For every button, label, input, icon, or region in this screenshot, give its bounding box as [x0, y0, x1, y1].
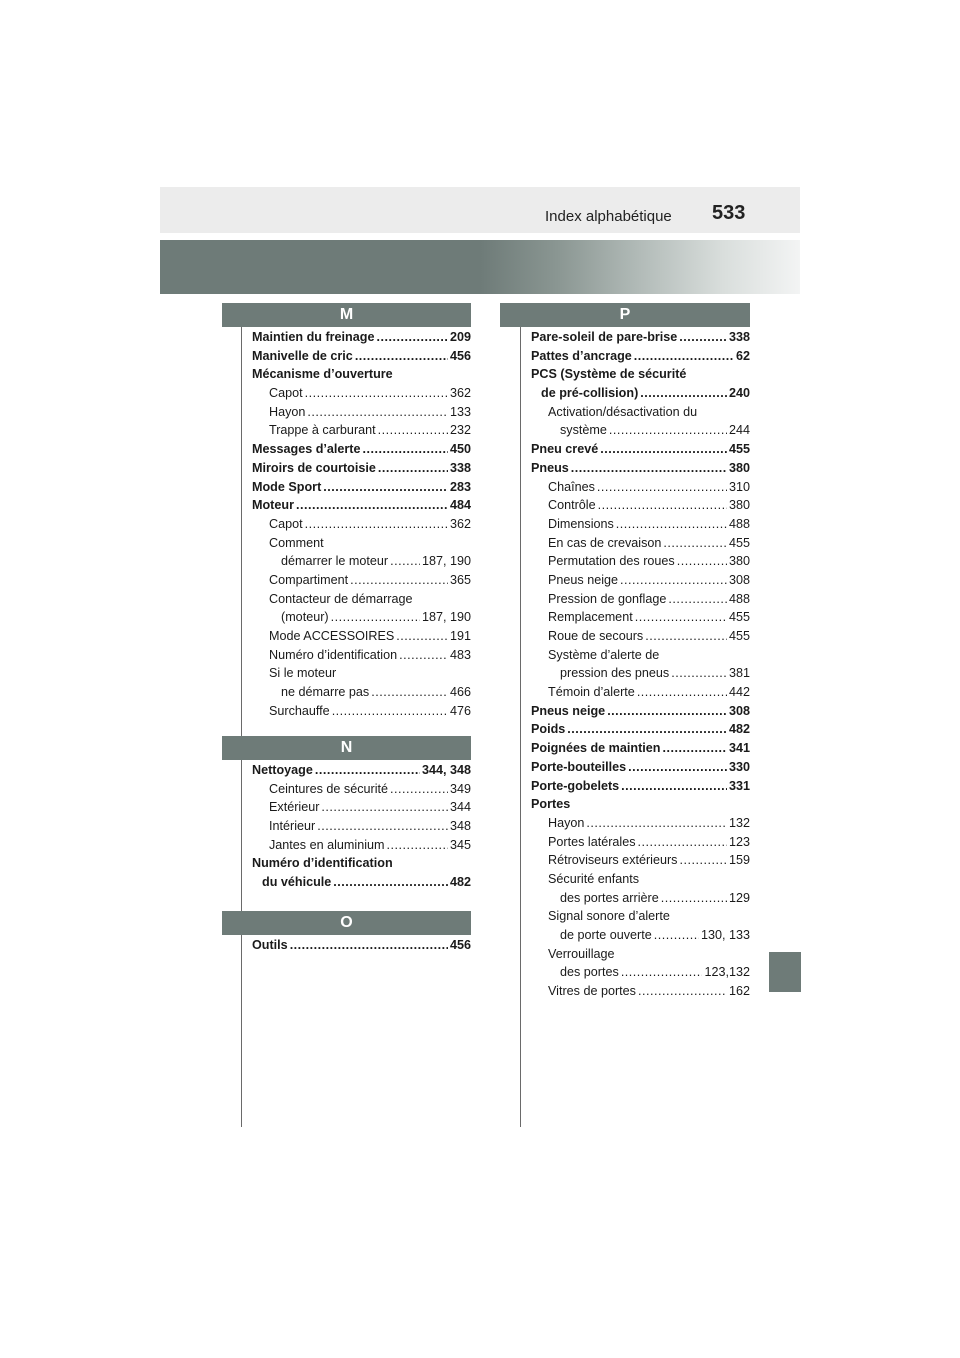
index-entry: [531, 646, 750, 665]
dot-leader: [355, 347, 448, 366]
dot-leader: [634, 347, 734, 366]
entry-page-ref[interactable]: 442: [728, 685, 750, 700]
index-entry: [531, 758, 750, 777]
index-entry: [531, 945, 750, 964]
index-entry: [531, 496, 750, 515]
entry-page-ref[interactable]: 349: [449, 781, 471, 796]
index-entry: [531, 608, 750, 627]
dot-leader: [305, 515, 448, 534]
dot-leader: [305, 384, 448, 403]
chapter-banner: [160, 240, 800, 294]
index-entry: [531, 384, 750, 403]
index-entry: [252, 534, 471, 553]
entry-text: Surchauffe: [269, 703, 330, 718]
entry-page-ref[interactable]: 482: [728, 722, 750, 737]
index-entry: [531, 552, 750, 571]
entry-text: ne démarre pas: [281, 685, 370, 700]
entry-page-ref[interactable]: 330: [728, 759, 750, 774]
entry-text: Pneus: [531, 460, 569, 475]
index-entry: [531, 590, 750, 609]
entry-text: Pneu crevé: [531, 442, 599, 457]
entry-text: Portes: [531, 797, 571, 812]
entry-page-ref[interactable]: 191: [449, 629, 471, 643]
entry-text: Activation/désactivation du: [548, 404, 698, 419]
dot-leader: [661, 889, 727, 908]
entry-page-ref[interactable]: 308: [728, 572, 750, 587]
index-entry: [252, 552, 471, 571]
entry-page-ref[interactable]: 456: [449, 938, 471, 952]
entry-text: Verrouillage: [548, 946, 615, 961]
entry-text: Permutation des roues: [548, 554, 675, 569]
entry-text: pression des pneus: [560, 666, 670, 681]
entry-page-ref[interactable]: 482: [449, 875, 471, 890]
dot-leader: [621, 963, 703, 982]
index-entry: [531, 702, 750, 721]
dot-leader: [390, 552, 420, 571]
entry-text: Vitres de portes: [548, 984, 636, 999]
entry-page-ref[interactable]: 240: [728, 386, 750, 401]
dot-leader: [387, 836, 448, 855]
index-entry: [252, 347, 471, 366]
entry-text: des portes arrière: [560, 890, 659, 905]
index-entry: [252, 440, 471, 459]
entry-text: Contacteur de démarrage: [269, 591, 413, 606]
entry-text: Moteur: [252, 498, 294, 513]
entry-page-ref[interactable]: 123: [728, 834, 750, 849]
dot-leader: [350, 571, 448, 590]
entry-page-ref[interactable]: 450: [449, 442, 471, 457]
entry-page-ref[interactable]: 187, 190: [421, 554, 471, 569]
dot-leader: [586, 814, 727, 833]
entry-page-ref[interactable]: 130, 133: [700, 928, 750, 942]
index-entry: [531, 795, 750, 814]
entry-page-ref[interactable]: 132: [728, 815, 750, 830]
index-entry: [531, 926, 750, 945]
entry-text: Pneus neige: [548, 572, 619, 587]
entry-page-ref[interactable]: 488: [728, 591, 750, 606]
dot-leader: [621, 777, 727, 796]
index-entry: [252, 627, 471, 646]
dot-leader: [679, 328, 727, 347]
entry-text: Hayon: [269, 404, 306, 419]
entry-text: Outils: [252, 938, 288, 952]
entry-text: système: [560, 423, 607, 438]
section-header-n: N: [222, 736, 471, 760]
entry-page-ref[interactable]: 129: [728, 890, 750, 905]
index-entry: [252, 664, 471, 683]
left-column-rule: [241, 305, 242, 1127]
entry-page-ref[interactable]: 466: [449, 685, 471, 700]
index-entry: [252, 571, 471, 590]
entry-page-ref[interactable]: 209: [449, 330, 471, 344]
entry-page-ref[interactable]: 341: [728, 741, 750, 756]
entry-text: Pression de gonflage: [548, 591, 667, 606]
index-entry: [531, 889, 750, 908]
index-entry: [252, 496, 471, 515]
index-entry: [252, 836, 471, 855]
dot-leader: [321, 798, 448, 817]
entry-text: Pneus neige: [531, 703, 606, 718]
entry-page-ref[interactable]: 476: [449, 703, 471, 718]
entry-text: Compartiment: [269, 572, 349, 587]
entry-text: Trappe à carburant: [269, 423, 376, 438]
dot-leader: [296, 496, 448, 515]
section-header-o: O: [222, 911, 471, 935]
entry-text: Porte-bouteilles: [531, 759, 627, 774]
dot-leader: [396, 627, 448, 646]
entry-page-ref[interactable]: 123,132: [704, 965, 750, 980]
index-entry: [531, 963, 750, 982]
index-entry: [252, 403, 471, 422]
entry-page-ref[interactable]: 133: [449, 404, 471, 419]
entry-text: Mode Sport: [252, 479, 322, 494]
entry-text: Poignées de maintien: [531, 741, 661, 756]
dot-leader: [331, 608, 420, 627]
entry-text: Messages d’alerte: [252, 442, 361, 457]
entry-text: Extérieur: [269, 800, 320, 815]
index-entry: [252, 646, 471, 665]
index-entry: [252, 873, 471, 892]
entry-page-ref[interactable]: 483: [449, 647, 471, 662]
index-entry: [531, 870, 750, 889]
index-entry: [252, 608, 471, 627]
dot-leader: [609, 421, 727, 440]
entry-page-ref[interactable]: 187, 190: [421, 610, 471, 625]
entry-text: Poids: [531, 722, 566, 737]
dot-leader: [662, 739, 727, 758]
entry-page-ref[interactable]: 488: [728, 516, 750, 531]
index-entry: [252, 854, 471, 873]
dot-leader: [616, 515, 727, 534]
entry-text: Comment: [269, 535, 324, 550]
entry-text: de porte ouverte: [560, 928, 652, 942]
index-entry: [531, 683, 750, 702]
entry-page-ref[interactable]: 455: [728, 629, 750, 643]
dot-leader: [390, 780, 448, 799]
index-entry: [252, 817, 471, 836]
index-entry: [531, 814, 750, 833]
section-header-m: M: [222, 303, 471, 327]
entry-text: Mode ACCESSOIRES: [269, 629, 395, 643]
index-entry: [531, 328, 750, 347]
entry-page-ref[interactable]: 331: [728, 778, 750, 793]
dot-leader: [600, 440, 727, 459]
entry-text: Intérieur: [269, 819, 316, 834]
index-entry: [252, 515, 471, 534]
dot-leader: [332, 702, 448, 721]
index-entry: [531, 571, 750, 590]
entry-text: Jantes en aluminium: [269, 837, 385, 852]
chapter-side-tab: [769, 952, 801, 992]
entry-page-ref[interactable]: 345: [449, 837, 471, 852]
entry-page-ref[interactable]: 232: [449, 423, 471, 438]
entry-page-ref[interactable]: 362: [449, 386, 471, 401]
dot-leader: [679, 851, 727, 870]
dot-leader: [620, 571, 727, 590]
entry-page-ref[interactable]: 62: [735, 348, 750, 363]
index-entry: [531, 720, 750, 739]
index-entry: [252, 590, 471, 609]
entry-page-ref[interactable]: 455: [728, 535, 750, 550]
entry-page-ref[interactable]: 455: [728, 610, 750, 625]
dot-leader: [671, 664, 727, 683]
entry-page-ref[interactable]: 338: [449, 460, 471, 475]
entry-page-ref[interactable]: 244: [728, 423, 750, 438]
index-list-n: [252, 761, 471, 892]
index-entry: [531, 777, 750, 796]
index-entry: [252, 421, 471, 440]
entry-page-ref[interactable]: 456: [449, 348, 471, 363]
entry-text: Porte-gobelets: [531, 778, 620, 793]
dot-leader: [638, 982, 727, 1001]
dot-leader: [645, 627, 727, 646]
index-entry: [531, 365, 750, 384]
index-entry: [531, 459, 750, 478]
index-entry: [531, 403, 750, 422]
entry-page-ref[interactable]: 365: [449, 572, 471, 587]
dot-leader: [315, 761, 420, 780]
index-entry: [531, 851, 750, 870]
entry-text: Mécanisme d’ouverture: [252, 367, 393, 382]
entry-text: Dimensions: [548, 516, 614, 531]
entry-page-ref[interactable]: 362: [449, 516, 471, 531]
dot-leader: [628, 758, 727, 777]
entry-text: En cas de crevaison: [548, 535, 662, 550]
dot-leader: [571, 459, 727, 478]
dot-leader: [378, 459, 448, 478]
dot-leader: [399, 646, 448, 665]
entry-page-ref[interactable]: 344: [449, 800, 471, 815]
index-entry: [252, 780, 471, 799]
index-entry: [531, 347, 750, 366]
entry-text: Sécurité enfants: [548, 871, 640, 886]
entry-text: Système d’alerte de: [548, 647, 660, 662]
dot-leader: [333, 873, 448, 892]
entry-text: Capot: [269, 516, 303, 531]
entry-text: Rétroviseurs extérieurs: [548, 853, 678, 868]
index-entry: [252, 702, 471, 721]
dot-leader: [668, 590, 727, 609]
entry-text: PCS (Système de sécurité: [531, 367, 687, 382]
index-entry: [252, 384, 471, 403]
entry-text: Numéro d’identification: [252, 856, 393, 871]
entry-page-ref[interactable]: 162: [728, 984, 750, 999]
index-entry: [252, 365, 471, 384]
entry-text: Manivelle de cric: [252, 348, 353, 363]
index-entry: [531, 907, 750, 926]
entry-text: Numéro d’identification: [269, 647, 398, 662]
entry-text: Témoin d’alerte: [548, 685, 635, 700]
entry-page-ref[interactable]: 310: [728, 479, 750, 494]
index-entry: [252, 936, 471, 955]
index-entry: [531, 739, 750, 758]
dot-leader: [637, 683, 727, 702]
dot-leader: [323, 478, 448, 497]
dot-leader: [638, 833, 727, 852]
index-list-o: [252, 936, 471, 955]
entry-text: démarrer le moteur: [281, 554, 389, 569]
entry-text: Hayon: [548, 815, 585, 830]
entry-text: Miroirs de courtoisie: [252, 460, 376, 475]
entry-text: Capot: [269, 386, 303, 401]
dot-leader: [378, 421, 448, 440]
section-header-p: P: [500, 303, 750, 327]
index-entry: [531, 421, 750, 440]
dot-leader: [677, 552, 727, 571]
index-entry: [531, 534, 750, 553]
page-header-bar: [160, 187, 800, 233]
index-entry: [252, 798, 471, 817]
dot-leader: [663, 534, 727, 553]
dot-leader: [598, 496, 727, 515]
index-entry: [252, 761, 471, 780]
entry-text: Signal sonore d’alerte: [548, 909, 670, 924]
entry-text: Contrôle: [548, 498, 596, 513]
page-title: Index alphabétique: [545, 208, 672, 225]
index-entry: [531, 833, 750, 852]
entry-page-ref[interactable]: 380: [728, 498, 750, 513]
dot-leader: [317, 817, 448, 836]
entry-text: (moteur): [281, 610, 329, 625]
index-list-m: [252, 328, 471, 720]
entry-text: Si le moteur: [269, 666, 337, 681]
index-entry: [531, 440, 750, 459]
dot-leader: [371, 683, 448, 702]
entry-text: de pré-collision): [541, 386, 639, 401]
entry-page-ref[interactable]: 308: [728, 703, 750, 718]
dot-leader: [635, 608, 727, 627]
entry-page-ref[interactable]: 484: [449, 498, 471, 513]
entry-text: Pare-soleil de pare-brise: [531, 330, 678, 344]
index-entry: [531, 627, 750, 646]
index-entry: [252, 478, 471, 497]
entry-page-ref[interactable]: 344, 348: [421, 763, 471, 777]
entry-page-ref[interactable]: 283: [449, 479, 471, 494]
entry-page-ref[interactable]: 455: [728, 442, 750, 457]
dot-leader: [376, 328, 448, 347]
entry-page-ref[interactable]: 380: [728, 554, 750, 569]
dot-leader: [640, 384, 727, 403]
page-number: 533: [712, 202, 746, 224]
entry-text: Nettoyage: [252, 763, 313, 777]
entry-text: Ceintures de sécurité: [269, 781, 389, 796]
entry-text: Remplacement: [548, 610, 633, 625]
dot-leader: [597, 478, 727, 497]
index-entry: [252, 459, 471, 478]
entry-page-ref[interactable]: 381: [728, 666, 750, 681]
index-entry: [252, 683, 471, 702]
index-entry: [531, 515, 750, 534]
entry-text: Chaînes: [548, 479, 595, 494]
index-entry: [531, 478, 750, 497]
entry-page-ref[interactable]: 159: [728, 853, 750, 868]
index-list-p: [531, 328, 750, 1001]
entry-text: Maintien du freinage: [252, 330, 375, 344]
right-column-rule: [520, 305, 521, 1127]
entry-page-ref[interactable]: 380: [728, 460, 750, 475]
index-entry: [531, 982, 750, 1001]
dot-leader: [363, 440, 448, 459]
dot-leader: [290, 936, 448, 955]
index-entry: [531, 664, 750, 683]
entry-text: Pattes d’ancrage: [531, 348, 632, 363]
entry-text: Portes latérales: [548, 834, 636, 849]
entry-text: du véhicule: [262, 875, 332, 890]
dot-leader: [567, 720, 727, 739]
dot-leader: [307, 403, 448, 422]
entry-text: des portes: [560, 965, 619, 980]
entry-text: Roue de secours: [548, 629, 644, 643]
dot-leader: [607, 702, 727, 721]
entry-page-ref[interactable]: 338: [728, 330, 750, 344]
index-entry: [252, 328, 471, 347]
dot-leader: [654, 926, 699, 945]
entry-page-ref[interactable]: 348: [449, 819, 471, 834]
